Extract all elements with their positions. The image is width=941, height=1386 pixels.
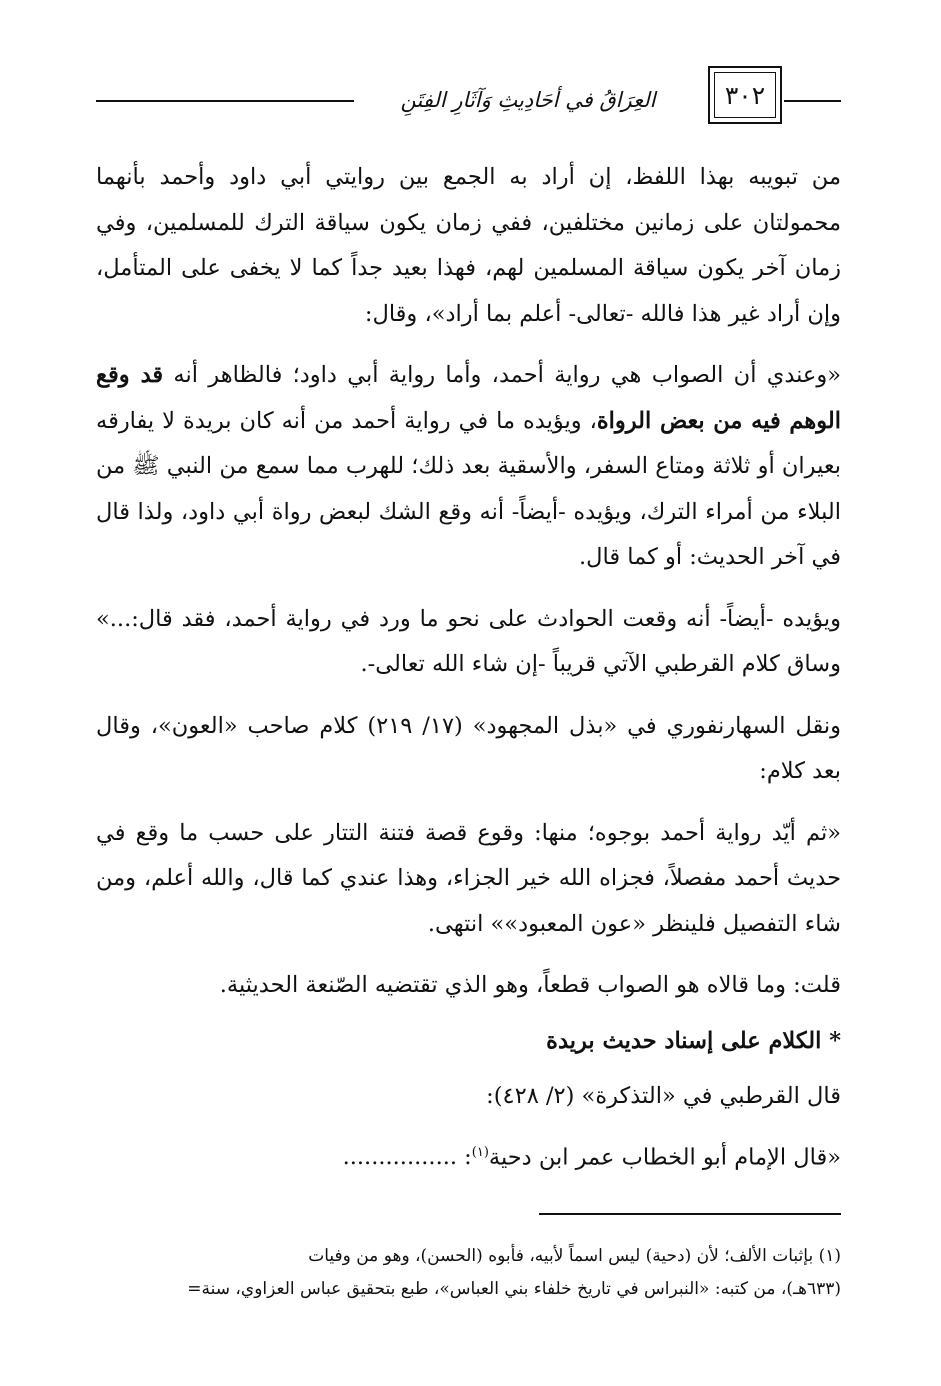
paragraph-2-bold: قد وقع الوهم فيه من بعض الرواة xyxy=(96,362,841,434)
footnote-line-1: (١) بإثبات الألف؛ لأن (دحية) ليس اسماً لأبيه، فأبوه (الحسن)، وهو من وفيات xyxy=(308,1246,841,1266)
header-rule-right xyxy=(784,100,841,102)
footnote-line-2: (٦٣٣هـ)، من كتبه: «النبراس في تاريخ خلفاء بني العباس»، طبع بتحقيق عباس العزاوي، سنة= xyxy=(187,1279,841,1299)
main-text xyxy=(96,155,841,1191)
footnotes xyxy=(96,1240,841,1306)
footnote-separator xyxy=(539,1213,841,1215)
paragraph-8-tail: : ................ xyxy=(342,1144,472,1170)
paragraph-8 xyxy=(96,1130,841,1181)
page-number-frame xyxy=(708,66,782,124)
header-rule-left xyxy=(96,100,354,102)
book-title: العِرَاقُ في أحَادِيثِ وَآثَارِ الفِتَنِ xyxy=(400,88,656,112)
page-number: ٣٠٢ xyxy=(714,72,776,118)
paragraph-7: قال القرطبي في «التذكرة» (٢/ ٤٢٨): xyxy=(486,1083,841,1109)
paragraph-6: قلت: وما قالاه هو الصواب قطعاً، وهو الذي تقتضيه الصّنعة الحديثية. xyxy=(219,972,841,998)
paragraph-2-part-1: «وعندي أن الصواب هي رواية أحمد، وأما رواية أبي داود؛ فالظاهر أنه xyxy=(163,362,841,388)
paragraph-2-part-2: ، ويؤيده ما في رواية أحمد من أنه كان بريدة لا يفارقه بعيران أو ثلاثة ومتاع السفر، والأسقية بعد ذلك؛ للهرب مما سمع من النبي ﷺ من البلاء من أمراء الترك، ويؤيده -أيضاً- أنه وقع الشك لبعض رواة أبي داود، ولذا قال في آخر الحديث: أو كما قال. xyxy=(96,407,841,570)
paragraph-5: «ثم أيّد رواية أحمد بوجوه؛ منها: وقوع قصة فتنة التتار على حسب ما وقع في حديث أحمد مفصلاً، فجزاه الله خير الجزاء، وهذا عندي كما قال، والله أعلم، ومن شاء التفصيل فلينظر «عون المعبود»» انتهى. xyxy=(96,819,841,937)
paragraph-1: من تبويبه بهذا اللفظ، إن أراد به الجمع بين روايتي أبي داود وأحمد بأنهما محمولتان على زمانين مختلفين، ففي زمان يكون سياقة الترك للمسلمين، وفي زمان آخر يكون سياقة المسلمين لهم، فهذا بعيد جداً كما لا يخفى على المتأمل، وإن أراد غير هذا فالله -تعالى- أعلم بما أراد»، وقال: xyxy=(96,164,841,327)
footnote-ref-1: (١) xyxy=(471,1144,489,1160)
page-header xyxy=(96,62,841,132)
paragraph-4: ونقل السهارنفوري في «بذل المجهود» (١٧/ ٢١٩) كلام صاحب «العون»، وقال بعد كلام: xyxy=(96,712,841,784)
paragraph-2 xyxy=(96,353,841,581)
section-heading: * الكلام على إسناد حديث بريدة xyxy=(546,1027,841,1054)
paragraph-8-text: «قال الإمام أبو الخطاب عمر ابن دحية xyxy=(488,1144,841,1170)
paragraph-3: ويؤيده -أيضاً- أنه وقعت الحوادث على نحو ما ورد في رواية أحمد، فقد قال:...» وساق كلام القرطبي الآتي قريباً -إن شاء الله تعالى-. xyxy=(96,605,841,677)
